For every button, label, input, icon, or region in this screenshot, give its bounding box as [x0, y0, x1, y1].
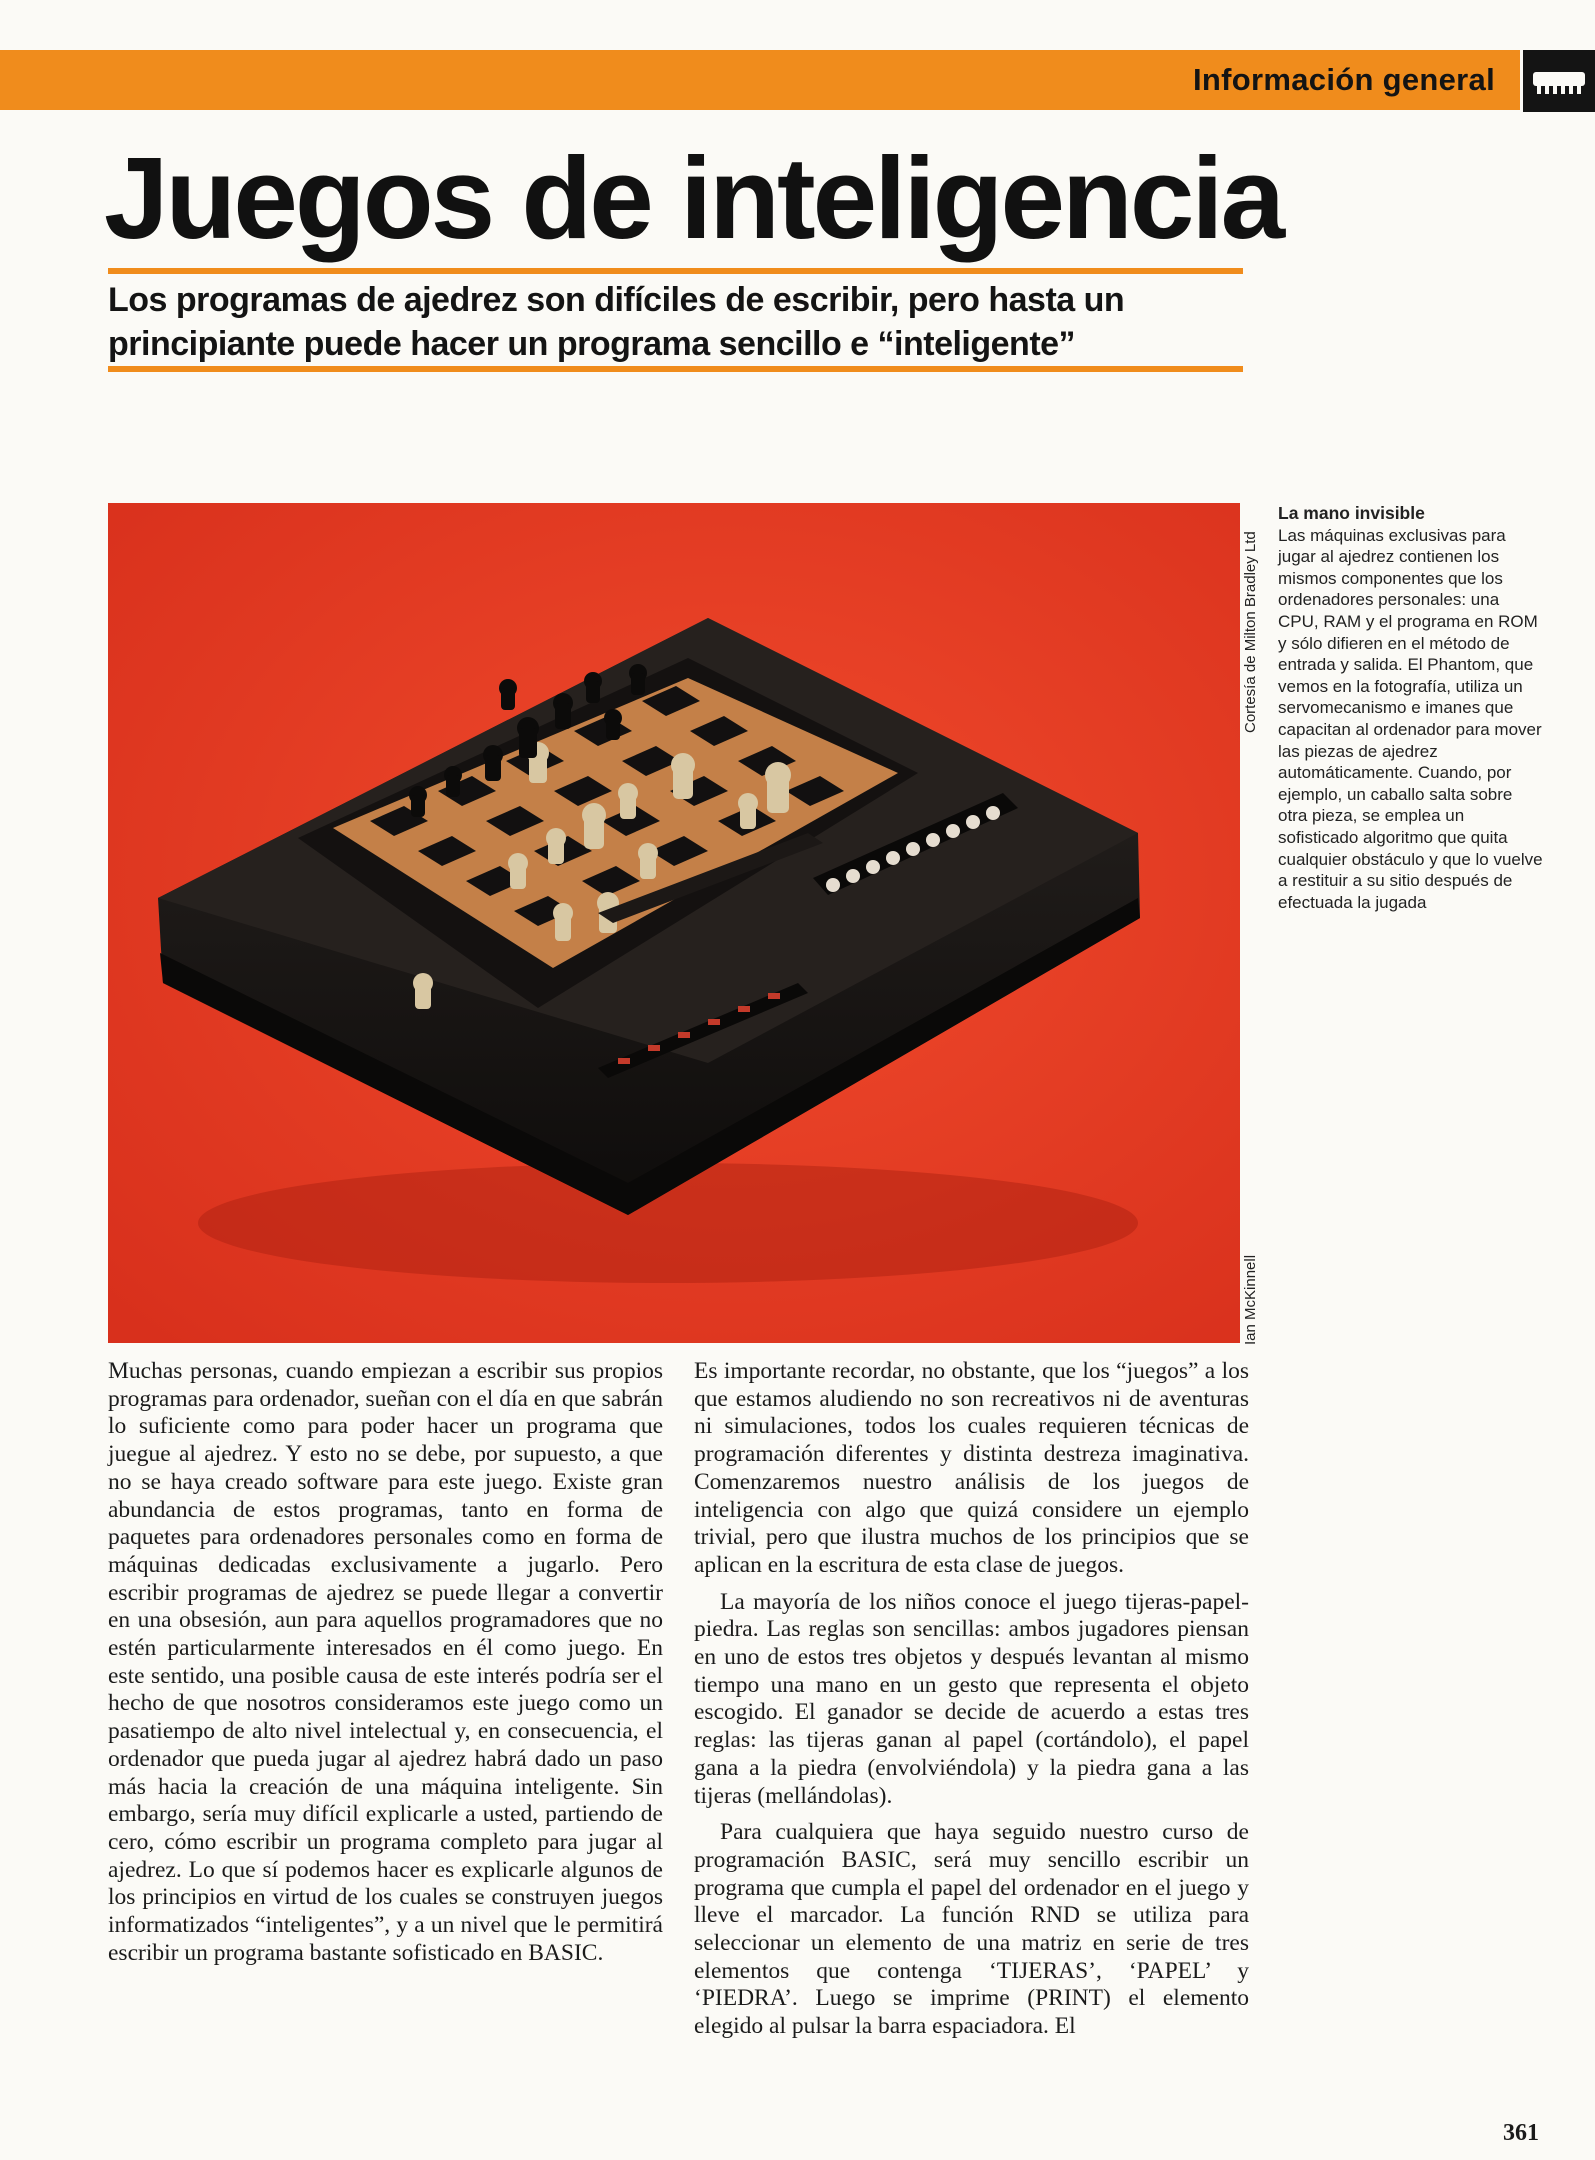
title-rule-bottom — [108, 366, 1243, 372]
page-number: 361 — [1503, 2120, 1539, 2146]
photo-caption — [1278, 503, 1543, 913]
section-label: Información general — [1193, 62, 1495, 97]
chip-logo-icon — [1523, 50, 1595, 112]
body-column-right — [694, 1358, 1249, 2041]
photo-credit-company: Cortesía de Milton Bradley Ltd — [1242, 531, 1259, 733]
body-paragraph: Muchas personas, cuando empiezan a escribir sus propios programas para ordenador, sueñan con el día en que sabrán lo suficiente como para poder hacer un programa que juegue al ajedrez. Y esto no se debe, por supuesto, a que no se haya creado software para este juego. Existe gran abundancia de estos programas, tanto en forma de paquetes para ordenadores personales como en forma de máquinas dedicadas exclusivamente a jugarlo. Pero escribir programas de ajedrez se puede llegar a convertir en una obsesión, aun para aquellos programadores que no estén particularmente interesados en él como juego. En este sentido, una posible causa de este interés podría ser el hecho de que nosotros consideramos este juego como un pasatiempo de alto nivel intelectual y, en consecuencia, el ordenador que pueda jugar al ajedrez habrá dado un paso más hacia la creación de una máquina inteligente. Sin embargo, sería muy difícil explicarle a usted, partiendo de cero, cómo escribir un programa completo para jugar al ajedrez. Lo que sí podemos hacer es explicarle algunos de los principios en virtud de los cuales se construyen juegos informatizados “inteligentes”, y a un nivel que le permitirá escribir un programa bastante sofisticado en BASIC. — [108, 1358, 663, 1966]
body-paragraph: La mayoría de los niños conoce el juego tijeras-papel-piedra. Las reglas son sencillas: ambos jugadores piensan en uno de estos tres objetos y después levantan al mismo tiempo una mano en un gesto que representa el objeto escogido. El ganador se decide de acuerdo a estas tres reglas: las tijeras ganan al papel (cortándolo), el papel gana a la piedra (envolviéndola) y la piedra gana a las tijeras (mellándolas). — [694, 1588, 1249, 1809]
title-rule-top — [108, 268, 1243, 274]
caption-title: La mano invisible — [1278, 503, 1425, 523]
chess-machine-photo — [108, 503, 1240, 1343]
article-title: Juegos de inteligencia — [104, 133, 1283, 263]
body-paragraph: Para cualquiera que haya seguido nuestro curso de programación BASIC, será muy sencillo escribir un programa que cumpla el papel del ordenador en el juego y lleve el marcador. La función RND se utiliza para seleccionar un elemento de una matriz en serie de tres elementos que contenga ‘TIJERAS’, ‘PAPEL’ y ‘PIEDRA’. Luego se imprime (PRINT) el elemento elegido al pulsar la barra espaciadora. El — [694, 1819, 1249, 2040]
body-column-left — [108, 1358, 663, 1967]
article-subtitle: Los programas de ajedrez son difíciles de escribir, pero hasta un principiante puede hacer un programa sencillo e “inteligente” — [108, 281, 1125, 363]
body-paragraph: Es importante recordar, no obstante, que los “juegos” a los que estamos aludiendo no son recreativos ni de aventuras ni simulaciones, todos los cuales requieren técnicas de programación diferentes y distinta destreza imaginativa. Comenzaremos nuestro análisis de los juegos de inteligencia con algo que quizá considere un ejemplo trivial, pero que ilustra muchos de los principios que se aplican en la escritura de esta clase de juegos. — [694, 1358, 1249, 1578]
photo-credit-photographer: Ian McKinnell — [1242, 1254, 1259, 1345]
caption-text: Las máquinas exclusivas para jugar al ajedrez contienen los mismos componentes que los ordenadores personales: una CPU, RAM y el programa en ROM y sólo difieren en el método de entrada y salida. El Phantom, que vemos en la fotografía, utiliza un servomecanismo e imanes que capacitan al ordenador para mover las piezas de ajedrez automáticamente. Cuando, por ejemplo, un caballo salta sobre otra pieza, se emplea un sofisticado algoritmo que quita cualquier obstáculo y que lo vuelve a restituir a su sitio después de efectuada la jugada — [1278, 525, 1543, 912]
